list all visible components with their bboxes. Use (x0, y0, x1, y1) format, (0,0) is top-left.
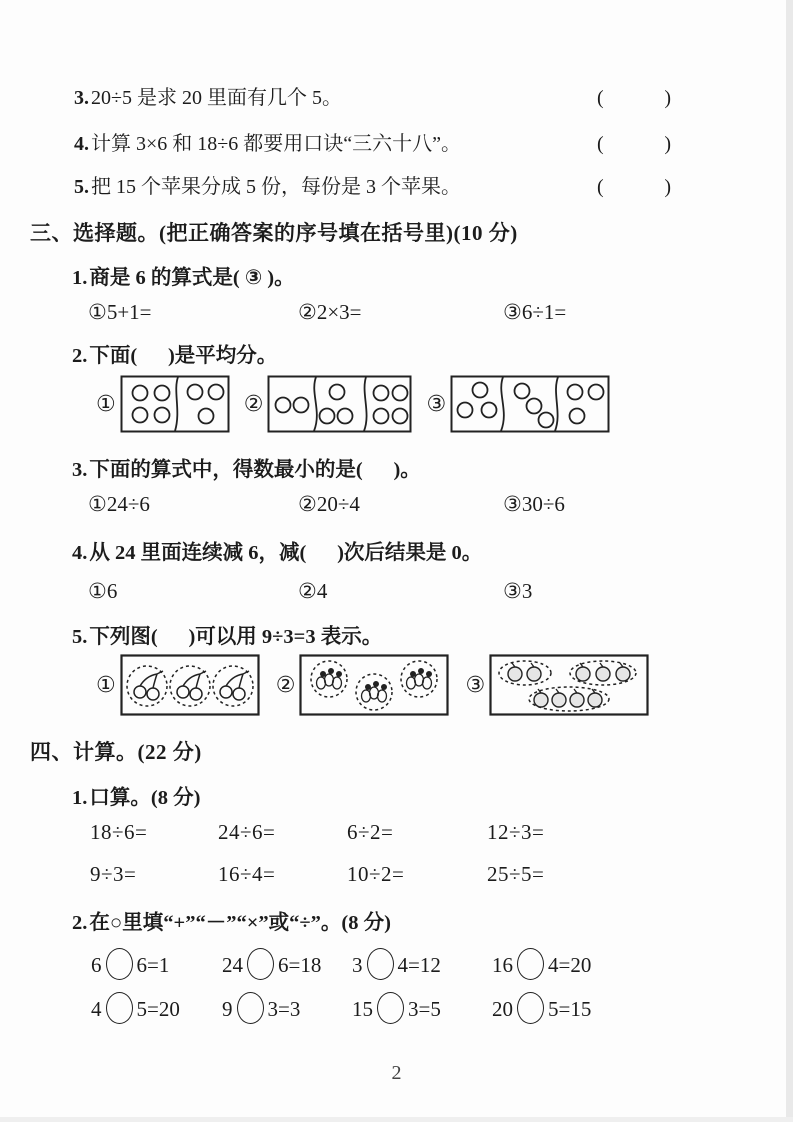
operand-result: 5=20 (136, 997, 180, 1021)
tf-item-4 (0, 130, 793, 158)
operand: 16 (492, 953, 513, 977)
question-text: 口算。(8 分) (89, 787, 201, 809)
question-text: 把 15 个苹果分成 5 份，每份是 3 个苹果。 (91, 176, 461, 198)
group-of-3 (515, 384, 554, 428)
mc-question-3-options (88, 492, 748, 517)
equation: 18÷6= (90, 820, 148, 844)
mc-question-2 (72, 338, 277, 368)
cherry-group (170, 666, 210, 706)
fill-operator-row-1 (91, 948, 771, 980)
page-number: 2 (391, 1062, 402, 1084)
paren-open: ( (597, 176, 604, 198)
operand: 4 (91, 997, 102, 1021)
question-text: 计算 3×6 和 18÷6 都要用口诀“三六十八”。 (91, 133, 462, 155)
option-1: ①5+1= (88, 300, 152, 324)
operator-blank-circle (237, 992, 264, 1024)
operand-result: 6=18 (278, 953, 322, 977)
operator-blank-circle (517, 992, 544, 1024)
operand: 9 (222, 997, 233, 1021)
oral-calc-row-2 (90, 862, 750, 887)
group-of-4 (132, 386, 169, 423)
operand: 15 (352, 997, 373, 1021)
question-number: 2. (72, 345, 88, 367)
diagram-label-2: ② (243, 391, 264, 416)
question-text: 下列图( )可以用 9÷3=3 表示。 (89, 626, 383, 648)
equation: 10÷2= (347, 862, 405, 886)
operand-result: 3=3 (267, 997, 301, 1021)
mc-question-1 (72, 260, 295, 290)
mc-question-2-diagrams (96, 375, 610, 433)
operator-blank-circle (106, 948, 133, 980)
diagram-label-1: ① (96, 672, 116, 697)
operand-result: 4=12 (397, 953, 441, 977)
q2-diagram-3-grouped-circles (450, 375, 610, 433)
operator-blank-circle (377, 992, 404, 1024)
question-number: 1. (72, 267, 88, 289)
q5-diagram-2-chick-groups (299, 654, 449, 716)
fill-operator-label (72, 905, 391, 935)
group-of-3 (187, 385, 223, 424)
cherry-group (213, 666, 253, 706)
mc-question-3 (72, 452, 421, 482)
equation-with-blank (492, 948, 771, 980)
operand: 20 (492, 997, 513, 1021)
diagram-label-3: ③ (465, 672, 486, 697)
question-text: 商是 6 的算式是( ③ )。 (89, 267, 295, 289)
paren-close: ) (664, 176, 671, 198)
question-text: 在○里填“+”“－”“×”或“÷”。(8 分) (89, 912, 391, 934)
group-of-3 (320, 385, 353, 424)
option-2: ②20÷4 (298, 492, 360, 516)
question-number: 3. (74, 87, 89, 109)
equation-with-blank (222, 948, 352, 980)
equation: 6÷2= (347, 820, 394, 844)
option-1: ①6 (88, 579, 118, 603)
question-number: 5. (72, 626, 88, 648)
question-number: 4. (72, 542, 88, 564)
q5-diagram-3-peach-groups (489, 654, 649, 716)
operator-blank-circle (367, 948, 394, 980)
equation-with-blank (492, 992, 771, 1024)
peach-group-of-4 (529, 687, 609, 711)
mc-question-5 (72, 619, 382, 649)
operand-result: 5=15 (548, 997, 592, 1021)
equation-with-blank (352, 992, 492, 1024)
tf-item-5 (0, 173, 793, 201)
equation: 12÷3= (487, 820, 545, 844)
question-text: 从 24 里面连续减 6，减( )次后结果是 0。 (89, 542, 483, 564)
group-of-2 (276, 398, 309, 413)
operator-blank-circle (247, 948, 274, 980)
q5-diagram-1-cherry-groups (120, 654, 260, 716)
answer-parentheses (597, 173, 671, 201)
operator-blank-circle (517, 948, 544, 980)
answer-parentheses (597, 130, 671, 158)
equation: 16÷4= (218, 862, 276, 886)
mc-question-4-options (88, 579, 748, 604)
diagram-label-2: ② (275, 672, 296, 697)
scan-edge-right (786, 0, 793, 1122)
question-number: 2. (72, 912, 88, 934)
equation-with-blank (91, 992, 222, 1024)
option-3: ③30÷6 (503, 492, 565, 516)
paren-close: ) (664, 87, 671, 109)
paren-close: ) (664, 133, 671, 155)
chick-group (311, 661, 347, 697)
cherry-group (127, 666, 167, 706)
option-3: ③6÷1= (503, 300, 567, 324)
question-text: 20÷5 是求 20 里面有几个 5。 (91, 87, 342, 109)
operand: 6 (91, 953, 102, 977)
option-3: ③3 (503, 579, 533, 603)
q2-diagram-2-grouped-circles (267, 375, 412, 433)
mc-question-1-options (88, 300, 748, 325)
question-number: 4. (74, 133, 89, 155)
mc-question-4 (72, 535, 482, 565)
group-of-4 (374, 386, 408, 424)
option-2: ②2×3= (298, 300, 362, 324)
section-4-title: 四、计算。(22 分) (30, 740, 202, 764)
operand-result: 3=5 (408, 997, 441, 1021)
tf-item-3 (0, 84, 793, 112)
equation-with-blank (91, 948, 222, 980)
operator-blank-circle (106, 992, 133, 1024)
paren-open: ( (597, 133, 604, 155)
answer-parentheses (597, 84, 671, 112)
diagram-label-3: ③ (426, 391, 447, 416)
operand: 24 (222, 953, 243, 977)
group-of-3 (568, 385, 604, 424)
oral-calc-row-1 (90, 820, 750, 845)
fill-operator-row-2 (91, 992, 771, 1024)
chick-group (401, 661, 437, 697)
equation: 25÷5= (487, 862, 545, 886)
diagram-label-1: ① (96, 391, 116, 416)
mc-question-5-diagrams (96, 654, 649, 716)
equation-with-blank (222, 992, 352, 1024)
group-of-3 (458, 383, 497, 418)
question-text: 下面( )是平均分。 (89, 345, 278, 367)
equation-with-blank (352, 948, 492, 980)
question-number: 1. (72, 787, 88, 809)
operand-result: 4=20 (548, 953, 592, 977)
operand: 3 (352, 953, 363, 977)
operand-result: 6=1 (136, 953, 170, 977)
peach-group-of-3 (570, 661, 636, 685)
option-2: ②4 (298, 579, 328, 603)
option-1: ①24÷6 (88, 492, 150, 516)
chick-group (356, 674, 392, 710)
question-number: 3. (72, 459, 88, 481)
question-text: 下面的算式中，得数最小的是( )。 (89, 459, 421, 481)
question-number: 5. (74, 176, 89, 198)
scan-edge-bottom (0, 1117, 793, 1122)
paren-open: ( (597, 87, 604, 109)
peach-group-of-2 (499, 661, 551, 685)
equation: 24÷6= (218, 820, 276, 844)
equation: 9÷3= (90, 862, 137, 886)
oral-calc-label (72, 780, 200, 810)
q2-diagram-1-grouped-circles (120, 375, 230, 433)
section-3-title: 三、选择题。(把正确答案的序号填在括号里)(10 分) (30, 221, 518, 245)
